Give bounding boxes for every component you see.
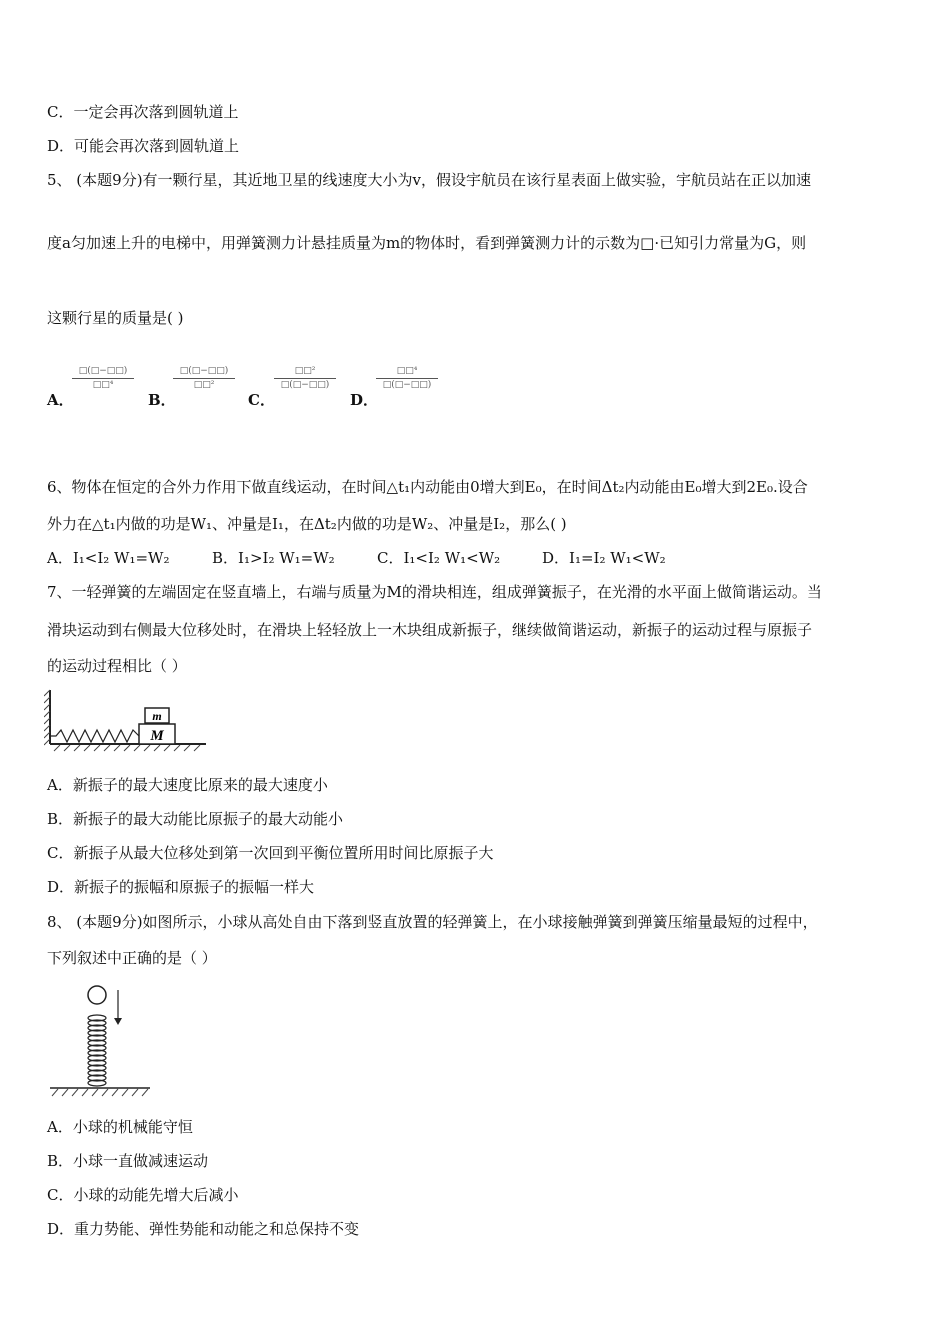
q6-option-c: C．I₁<I₂ W₁<W₂ xyxy=(377,549,501,567)
q6-option-d: D．I₁=I₂ W₁<W₂ xyxy=(542,549,666,567)
q5-option-c-label: C． xyxy=(248,391,275,409)
spring-oscillator-figure xyxy=(44,688,208,754)
fraction-bar xyxy=(274,378,336,379)
q7-option-d: D．新振子的振幅和原振子的振幅一样大 xyxy=(47,878,315,896)
q4-option-c: C．一定会再次落到圆轨道上 xyxy=(47,103,239,121)
q5-option-a-numerator: □(□−□□) xyxy=(78,366,128,376)
q5-option-b-label: B． xyxy=(148,391,176,409)
q7-option-b: B．新振子的最大动能比原振子的最大动能小 xyxy=(47,810,344,828)
spring xyxy=(50,730,139,742)
q5-option-c-fraction xyxy=(274,366,336,391)
q8-stem-line1: 8、 (本题9分)如图所示，小球从高处自由下落到竖直放置的轻弹簧上，在小球接触弹簧到弹簧压缩量最短的过程中， xyxy=(47,913,818,931)
q6-stem-line1: 6、物体在恒定的合外力作用下做直线运动，在时间△t₁内动能由0增大到E₀，在时间Δt₂内动能由E₀增大到2E₀.设合 xyxy=(47,478,808,496)
q5-option-b-numerator: □(□−□□) xyxy=(179,366,229,376)
ball-spring-figure xyxy=(46,980,156,1098)
q5-option-b-denominator: □□² xyxy=(193,380,215,390)
q7-option-a: A．新振子的最大速度比原来的最大速度小 xyxy=(47,776,328,794)
q5-option-d-numerator: □□⁴ xyxy=(396,366,418,376)
fraction-bar xyxy=(376,378,438,379)
q8-option-d: D．重力势能、弹性势能和动能之和总保持不变 xyxy=(47,1220,360,1238)
q5-stem-line2: 度a匀加速上升的电梯中，用弹簧测力计悬挂质量为m的物体时，看到弹簧测力计的示数为□·已知引力常量为G，则 xyxy=(47,234,807,252)
q5-stem-line1: 5、 (本题9分)有一颗行星，其近地卫星的线速度大小为v，假设宇航员在该行星表面上做实验，宇航员站在正以加速 xyxy=(47,171,812,189)
q8-option-c: C．小球的动能先增大后减小 xyxy=(47,1186,239,1204)
q8-option-b: B．小球一直做减速运动 xyxy=(47,1152,209,1170)
label-m: m xyxy=(152,709,162,723)
q7-stem-line3: 的运动过程相比（ ） xyxy=(47,657,187,675)
q6-option-b: B．I₁>I₂ W₁=W₂ xyxy=(212,549,335,567)
vertical-spring xyxy=(88,1015,106,1086)
q5-option-d-label: D． xyxy=(350,391,379,409)
q7-option-c: C．新振子从最大位移处到第一次回到平衡位置所用时间比原振子大 xyxy=(47,844,494,862)
q5-option-c-denominator: □(□−□□) xyxy=(280,380,330,390)
q5-option-a-fraction xyxy=(72,366,134,391)
q8-option-a: A．小球的机械能守恒 xyxy=(47,1118,193,1136)
q5-option-b-fraction xyxy=(173,366,235,391)
label-M: M xyxy=(150,728,164,744)
ball xyxy=(88,986,106,1004)
q5-option-a-label: A． xyxy=(47,391,74,409)
fraction-bar xyxy=(173,378,235,379)
arrow-down-icon xyxy=(114,1018,122,1025)
q6-stem-line2: 外力在△t₁内做的功是W₁、冲量是I₁，在Δt₂内做的功是W₂、冲量是I₂，那么( ) xyxy=(47,515,567,533)
q6-option-a: A．I₁<I₂ W₁=W₂ xyxy=(47,549,170,567)
q7-stem-line1: 7、一轻弹簧的左端固定在竖直墙上，右端与质量为M的滑块相连，组成弹簧振子，在光滑的水平面上做简谐运动。当 xyxy=(47,583,822,601)
q5-option-d-fraction xyxy=(376,366,438,391)
q8-stem-line2: 下列叙述中正确的是（ ） xyxy=(47,949,217,967)
q5-option-a-denominator: □□⁴ xyxy=(92,380,114,390)
q5-stem-line3: 这颗行星的质量是( ) xyxy=(47,309,184,327)
q7-stem-line2: 滑块运动到右侧最大位移处时，在滑块上轻轻放上一木块组成新振子，继续做简谐运动，新振子的运动过程与原振子 xyxy=(47,621,813,639)
floor-hatching xyxy=(54,745,200,751)
ground-hatching xyxy=(52,1089,148,1096)
fraction-bar xyxy=(72,378,134,379)
q4-option-d: D．可能会再次落到圆轨道上 xyxy=(47,137,240,155)
q5-option-c-numerator: □□² xyxy=(294,366,316,376)
q5-option-d-denominator: □(□−□□) xyxy=(382,380,432,390)
